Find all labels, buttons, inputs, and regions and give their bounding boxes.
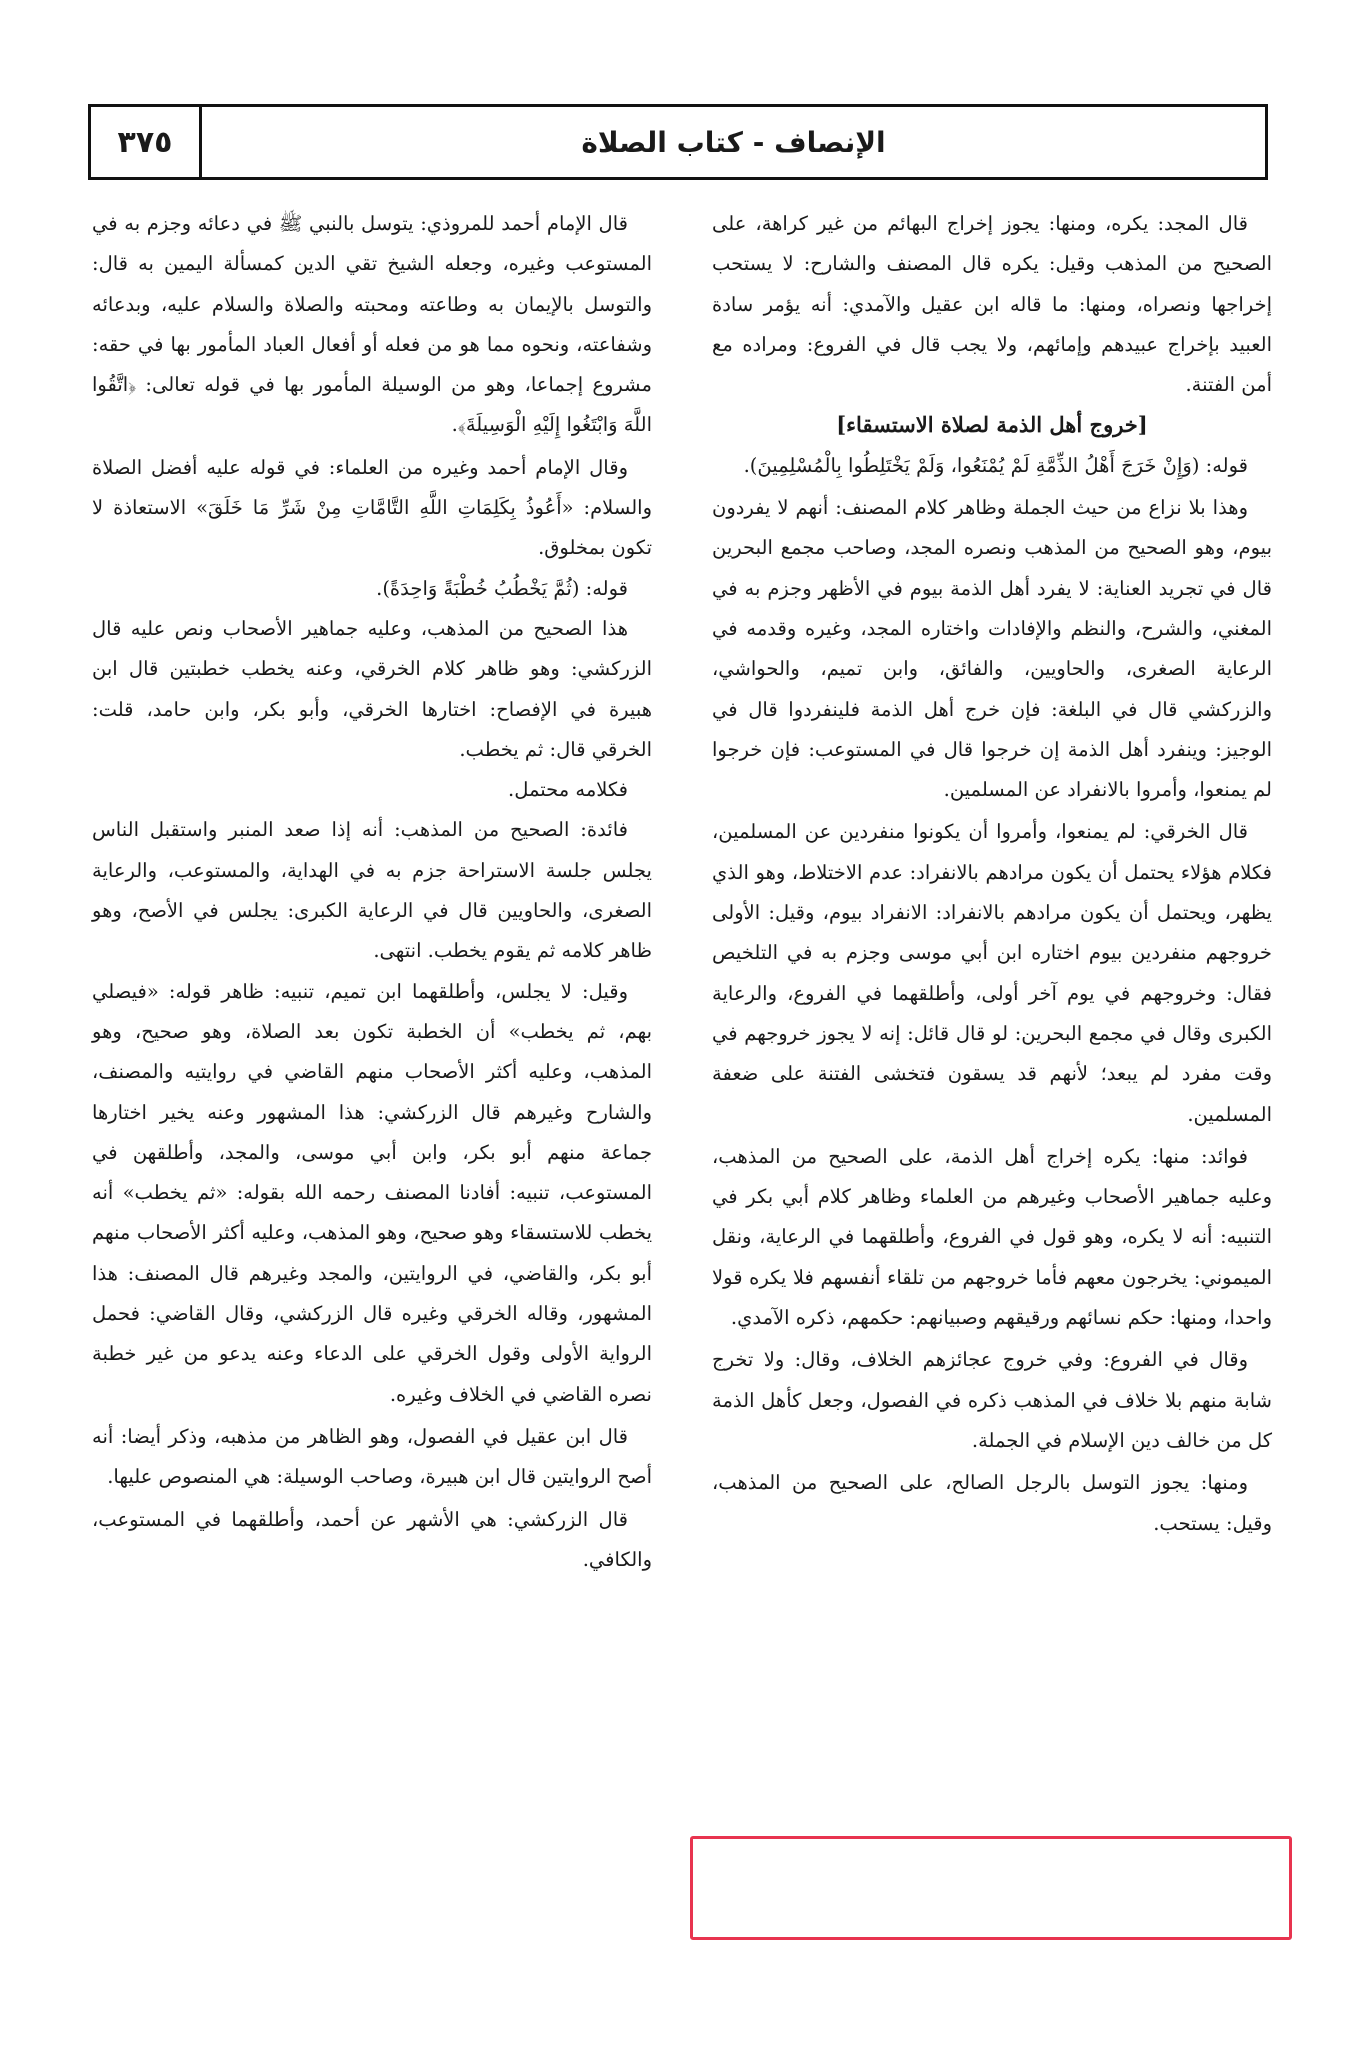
left-paragraph-1: قال الإمام أحمد للمروذي: يتوسل بالنبي ﷺ في دعائه وجزم به في المستوعب وغيره، وجعله الشيخ تقي الدين كمسألة اليمين به قال: والتوسل بالإيمان به وطاعته ومحبته والصلاة والسلام عليه، وبدعائه وشفاعته، ونحوه مما هو من فعله أو أفعال العباد المأمور بها في حقه: مشروع إجماعا، وهو من الوسيلة المأمور بها في قوله تعالى: ﴿اتَّقُوا اللَّهَ وَابْتَغُوا إِلَيْهِ الْوَسِيلَةَ﴾. (92, 212, 652, 437)
page-number: ٣٧٥ (91, 107, 202, 177)
left-paragraph-5: فكلامه محتمل. (508, 778, 628, 802)
right-paragraph-5: فوائد: منها: يكره إخراج أهل الذمة، على الصحيح من المذهب، وعليه جماهير الأصحاب وغيرهم من العلماء وظاهر كلام أبي بكر في التنبيه: أنه لا يكره، وهو قول في الفروع، وأطلقهما في الرعاية، ونقل الميموني: يخرجون معهم فأما خروجهم من تلقاء أنفسهم فلا يكره قولا واحدا، ومنها: حكم نسائهم ورقيقهم وصبيانهم: حكمهم، ذكره الآمدي. (712, 1144, 1272, 1330)
right-column (712, 204, 1272, 1544)
right-paragraph-1: قال المجد: يكره، ومنها: يجوز إخراج البهائم من غير كراهة، على الصحيح من المذهب وقيل: يكره قال المصنف والشارح: لا يستحب إخراجها ونصراه، ومنها: ما قاله ابن عقيل والآمدي: أنه يؤمر سادة العبيد بإخراج عبيدهم وإمائهم، ولا يجب قال في الفروع: ومراده مع أمن الفتنة. (712, 212, 1272, 397)
left-paragraph-7: وقيل: لا يجلس، وأطلقهما ابن تميم، تنبيه: ظاهر قوله: «فيصلي بهم، ثم يخطب» أن الخطبة تكون بعد الصلاة، وهو صحيح، وهو المذهب، وعليه أكثر الأصحاب منهم القاضي في روايتيه والمصنف، والشارح وغيرهم قال الزركشي: هذا المشهور وعنه يخير اختارها جماعة منهم أبو بكر، وابن أبي موسى، والمجد، وأطلقهن في المستوعب، تنبيه: أفادنا المصنف رحمه الله بقوله: «ثم يخطب» أنه يخطب للاستسقاء وهو صحيح، وهو المذهب، وعليه أكثر الأصحاب منهم أبو بكر، والقاضي، في الروايتين، والمجد وغيرهم قال المصنف: هذا المشهور، وقاله الخرقي وغيره قال الزركشي، وقال القاضي: فحمل الرواية الأولى وقول الخرقي على الدعاء وعنه يدعو من غير خطبة نصره القاضي في الخلاف وغيره. (92, 979, 652, 1406)
left-paragraph-6: فائدة: الصحيح من المذهب: أنه إذا صعد المنبر واستقبل الناس يجلس جلسة الاستراحة جزم به في الهداية، والمستوعب، والرعاية الصغرى، والحاويين قال في الرعاية الكبرى: يجلس في الأصح، وهو ظاهر كلامه ثم يقوم يخطب. انتهى. (92, 818, 652, 963)
right-paragraph-6: وقال في الفروع: وفي خروج عجائزهم الخلاف، وقال: ولا تخرج شابة منهم بلا خلاف في المذهب ذكره في الفصول، وجعل كأهل الذمة كل من خالف دين الإسلام في الجملة. (712, 1348, 1272, 1452)
page-header (88, 104, 1268, 180)
left-column (92, 204, 652, 1580)
right-paragraph-4: قال الخرقي: لم يمنعوا، وأمروا أن يكونوا منفردين عن المسلمين، فكلام هؤلاء يحتمل أن يكون مرادهم بالانفراد: عدم الاختلاط، وهو الذي يظهر، ويحتمل أن يكون مرادهم بالانفراد: الانفراد بيوم، وقيل: الأولى خروجهم منفردين بيوم اختاره ابن أبي موسى وجزم به في التلخيص فقال: وخروجهم في يوم آخر أولى، وأطلقهما في الفروع، والرعاية الكبرى وقال في مجمع البحرين: لو قال قائل: إنه لا يجوز خروجهم في وقت مفرد لم يبعد؛ لأنهم قد يسقون فتخشى الفتنة على ضعفة المسلمين. (712, 820, 1272, 1126)
right-paragraph-7-highlighted: ومنها: يجوز التوسل بالرجل الصالح، على الصحيح من المذهب، وقيل: يستحب. (712, 1471, 1272, 1535)
left-paragraph-2: وقال الإمام أحمد وغيره من العلماء: في قوله عليه أفضل الصلاة والسلام: «أَعُوذُ بِكَلِمَاتِ اللَّهِ التَّامَّاتِ مِنْ شَرِّ مَا خَلَقَ» الاستعاذة لا تكون بمخلوق. (92, 455, 652, 560)
section-heading: [خروج أهل الذمة لصلاة الاستسقاء] (836, 412, 1148, 438)
left-paragraph-9: قال الزركشي: هي الأشهر عن أحمد، وأطلقهما في المستوعب، والكافي. (92, 1507, 652, 1571)
running-title: الإنصاف - كتاب الصلاة (581, 125, 886, 159)
right-paragraph-2: قوله: (وَإِنْ خَرَجَ أَهْلُ الذِّمَّةِ لَمْ يُمْنَعُوا، وَلَمْ يَخْتَلِطُوا بِالْمُسْلِمِينَ). (743, 453, 1248, 477)
highlight-box (690, 1836, 1292, 1940)
left-paragraph-8: قال ابن عقيل في الفصول، وهو الظاهر من مذهبه، وذكر أيضا: أنه أصح الروايتين قال ابن هبيرة، وصاحب الوسيلة: هي المنصوص عليها. (92, 1424, 652, 1489)
left-paragraph-4: هذا الصحيح من المذهب، وعليه جماهير الأصحاب ونص عليه قال الزركشي: وهو ظاهر كلام الخرقي، وعنه يخطب خطبتين قال ابن هبيرة في الإفصاح: اختارها الخرقي، وأبو بكر، وابن حامد، قلت: الخرقي قال: ثم يخطب. (92, 616, 652, 761)
left-paragraph-3: قوله: (ثُمَّ يَخْطُبُ خُطْبَةً وَاحِدَةً). (376, 576, 628, 600)
right-paragraph-3: وهذا بلا نزاع من حيث الجملة وظاهر كلام المصنف: أنهم لا يفردون بيوم، وهو الصحيح من المذهب ونصره المجد، وصاحب مجمع البحرين قال في تجريد العناية: لا يفرد أهل الذمة بيوم في الأظهر وجزم به في المغني، والشرح، والنظم والإفادات واختاره المجد، وغيره وقدمه في الرعاية الصغرى، والحاويين، والفائق، وابن تميم، والحواشي، والزركشي قال في البلغة: فإن خرج أهل الذمة فلينفردوا قال في الوجيز: وينفرد أهل الذمة إن خرجوا قال في المستوعب: فإن خرجوا لم يمنعوا، وأمروا بالانفراد عن المسلمين. (712, 496, 1272, 802)
